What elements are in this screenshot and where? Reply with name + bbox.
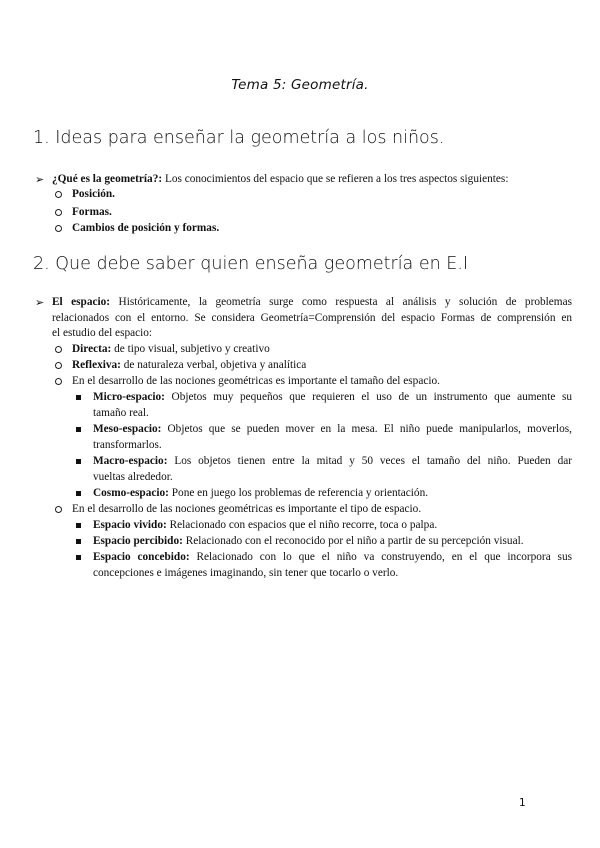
list-item: En el desarrollo de las nociones geométricas es importante el tamaño del espacio. xyxy=(72,375,440,387)
square-bullet-icon xyxy=(76,523,81,528)
square-bullet-icon xyxy=(76,395,81,400)
arrow-bullet-icon: ➢ xyxy=(35,296,45,309)
circle-bullet-icon xyxy=(55,362,62,369)
circle-bullet-icon xyxy=(55,209,62,216)
list-item: Espacio vivido: Relacionado con espacios que el niño recorre, toca o palpa. xyxy=(93,519,438,531)
square-bullet-icon xyxy=(76,539,81,544)
question-line xyxy=(52,172,508,187)
list-item: Espacio percibido: Relacionado con el reconocido por el niño a partir de su percepción visual. xyxy=(93,535,524,547)
circle-bullet-icon xyxy=(55,346,62,353)
circle-bullet-icon xyxy=(55,506,62,513)
list-item-continuation: concepciones e imágenes imaginando, sin tener que tocarlo o verlo. xyxy=(93,567,399,579)
square-bullet-icon xyxy=(76,459,81,464)
circle-bullet-icon xyxy=(55,191,62,198)
list-item: Reflexiva: de naturaleza verbal, objetiva y analítica xyxy=(72,359,307,371)
section-2-heading: 2. Que debe saber quien enseña geometría en E.I xyxy=(33,254,469,274)
list-item-continuation: tamaño real. xyxy=(93,407,149,419)
question-label: ¿Qué es la geometría?: xyxy=(52,173,163,185)
list-item: Formas. xyxy=(72,206,112,218)
list-item: Meso-espacio: Objetos que se pueden mover en la mesa. El niño puede manipularlos, moverlos, xyxy=(93,423,572,435)
list-item: Posición. xyxy=(72,188,115,200)
square-bullet-icon xyxy=(76,555,81,560)
page-title: Tema 5: Geometría. xyxy=(231,77,369,93)
list-item: Directa: de tipo visual, subjetivo y creativo xyxy=(72,343,270,355)
list-item: Espacio concebido: Relacionado con lo que el niño va construyendo, en el que incorpora sus xyxy=(93,551,572,563)
list-item-continuation: vueltas alrededor. xyxy=(93,471,173,483)
square-bullet-icon xyxy=(76,427,81,432)
espacio-line-2: relacionados con el entorno. Se considera Geometría=Comprensión del espacio Formas de comprensión en xyxy=(52,312,572,324)
espacio-line-1: El espacio: Históricamente, la geometría surge como respuesta al análisis y solución de problemas xyxy=(52,296,572,308)
list-item: Macro-espacio: Los objetos tienen entre la mitad y 50 veces el tamaño del niño. Pueden dar xyxy=(93,455,572,467)
page-number: 1 xyxy=(519,797,526,809)
list-item: En el desarrollo de las nociones geométricas es importante el tipo de espacio. xyxy=(72,503,422,515)
section-1-heading: 1. Ideas para enseñar la geometría a los niños. xyxy=(33,128,445,148)
circle-bullet-icon xyxy=(55,378,62,385)
circle-bullet-icon xyxy=(55,225,62,232)
list-item-continuation: transformarlos. xyxy=(93,439,162,451)
list-item: Cosmo-espacio: Pone en juego los problemas de referencia y orientación. xyxy=(93,487,429,499)
list-item: Cambios de posición y formas. xyxy=(72,222,220,234)
espacio-line-3: el estudio del espacio: xyxy=(52,327,153,339)
arrow-bullet-icon: ➢ xyxy=(35,173,45,186)
list-item: Micro-espacio: Objetos muy pequeños que requieren el uso de un instrumento que aumente su xyxy=(93,391,572,403)
question-text: Los conocimientos del espacio que se refieren a los tres aspectos siguientes: xyxy=(162,173,509,185)
square-bullet-icon xyxy=(76,491,81,496)
